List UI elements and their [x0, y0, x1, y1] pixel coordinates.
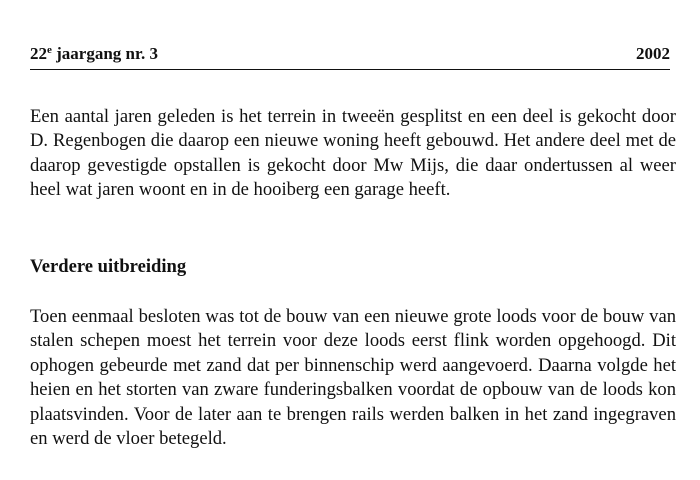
page-header [30, 40, 670, 64]
paragraph-2: Toen eenmaal besloten was tot de bouw van een nieuwe grote loods voor de bouw van stalen schepen moest het terrein voor deze loods eerst flink worden opgehoogd. Dit ophogen gebeurde met zand dat per binnenschip werd aangevoerd. Daarna volgde het heien en het storten van zware funderingsbalken voordat de opbouw van de loods kon plaatsvinden. Voor de later aan te brengen rails werden balken in het zand ingegraven en werd de vloer betegeld. [30, 306, 676, 450]
issue-number: 22 [30, 44, 47, 63]
issue-label [30, 44, 158, 64]
header-rule [30, 69, 670, 70]
year-label: 2002 [636, 44, 670, 63]
section-heading: Verdere uitbreiding [30, 256, 187, 277]
issue-superscript: e [47, 44, 52, 56]
paragraph-1: Een aantal jaren geleden is het terrein in tweeën gesplitst en een deel is gekocht door D. Regenbogen die daarop een nieuwe woning heeft gebouwd. Het andere deel met de daarop gevestigde opstallen is gekocht door Mw Mijs, die daar ondertussen al weer heel wat jaren woont en in de hooiberg een garage heeft. [30, 106, 676, 201]
issue-rest: jaargang nr. 3 [51, 44, 158, 63]
